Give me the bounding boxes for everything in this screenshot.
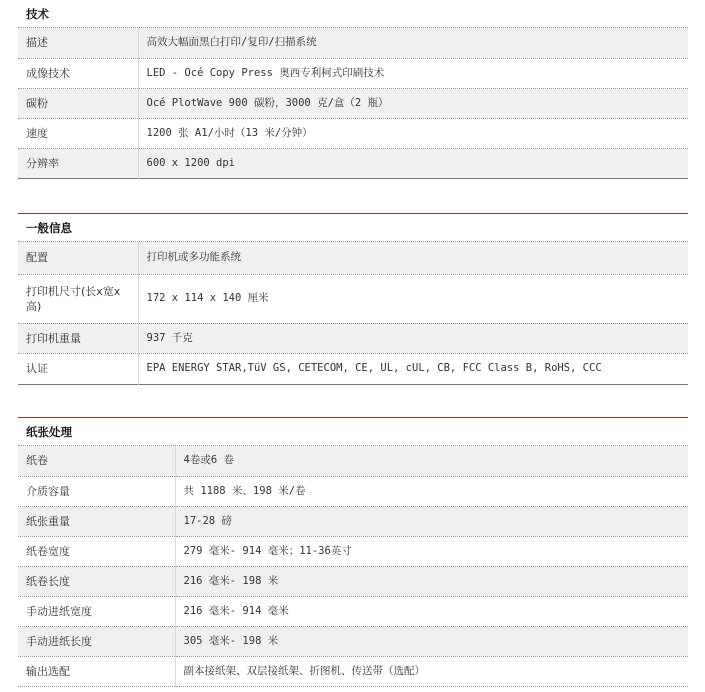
section-title: 纸张处理	[18, 418, 688, 446]
row-value: 共 1188 米、198 米/卷	[175, 476, 688, 506]
row-label: 纸张重量	[18, 506, 175, 536]
table-row	[18, 566, 688, 596]
table-row	[18, 148, 688, 178]
table-row	[18, 58, 688, 88]
table-row	[18, 476, 688, 506]
row-value: 216 毫米- 914 毫米	[175, 596, 688, 626]
row-value: 937 千克	[138, 323, 688, 353]
row-label: 成像技术	[18, 58, 138, 88]
row-value: 305 毫米- 198 米	[175, 626, 688, 656]
section-title: 技术	[18, 0, 688, 28]
row-label: 碳粉	[18, 88, 138, 118]
table-row	[18, 323, 688, 353]
row-label: 手动进纸宽度	[18, 596, 175, 626]
spec-table	[18, 28, 688, 179]
row-value: 4卷或6 卷	[175, 446, 688, 476]
row-label: 纸卷宽度	[18, 536, 175, 566]
table-row	[18, 446, 688, 476]
row-label: 输出选配	[18, 656, 175, 686]
row-value: 216 毫米- 198 米	[175, 566, 688, 596]
spec-section-media-handling	[18, 417, 688, 687]
table-row	[18, 626, 688, 656]
row-value: 打印机或多功能系统	[138, 242, 688, 274]
table-row	[18, 596, 688, 626]
spec-section-technology	[18, 0, 688, 179]
row-label: 速度	[18, 118, 138, 148]
row-value: LED - Océ Copy Press 奥西专利柯式印刷技术	[138, 58, 688, 88]
row-label: 打印机重量	[18, 323, 138, 353]
table-row	[18, 353, 688, 384]
table-row	[18, 536, 688, 566]
spec-table	[18, 242, 688, 385]
row-label: 纸卷	[18, 446, 175, 476]
section-title: 一般信息	[18, 214, 688, 242]
row-label: 描述	[18, 28, 138, 58]
row-value: 副本接纸架、双层接纸架、折图机、传送带（选配）	[175, 656, 688, 686]
row-value: 279 毫米- 914 毫米；11-36英寸	[175, 536, 688, 566]
row-value: EPA ENERGY STAR,TüV GS, CETECOM, CE, UL, cUL, CB, FCC Class B, RoHS, CCC	[138, 353, 688, 384]
table-row	[18, 118, 688, 148]
row-label: 认证	[18, 353, 138, 384]
row-label: 手动进纸长度	[18, 626, 175, 656]
row-value: 1200 张 A1/小时（13 米/分钟）	[138, 118, 688, 148]
row-value: 600 x 1200 dpi	[138, 148, 688, 178]
row-value: 172 x 114 x 140 厘米	[138, 274, 688, 323]
spec-section-general	[18, 213, 688, 385]
table-row	[18, 88, 688, 118]
table-row	[18, 506, 688, 536]
table-row	[18, 274, 688, 323]
row-value: Océ PlotWave 900 碳粉，3000 克/盒（2 瓶）	[138, 88, 688, 118]
row-label: 打印机尺寸(长x宽x高)	[18, 274, 138, 323]
row-label: 纸卷长度	[18, 566, 175, 596]
table-row	[18, 242, 688, 274]
row-label: 介质容量	[18, 476, 175, 506]
table-row	[18, 656, 688, 686]
row-label: 分辨率	[18, 148, 138, 178]
row-label: 配置	[18, 242, 138, 274]
row-value: 17-28 磅	[175, 506, 688, 536]
row-value: 高效大幅面黑白打印/复印/扫描系统	[138, 28, 688, 58]
table-row	[18, 28, 688, 58]
spec-table	[18, 446, 688, 687]
